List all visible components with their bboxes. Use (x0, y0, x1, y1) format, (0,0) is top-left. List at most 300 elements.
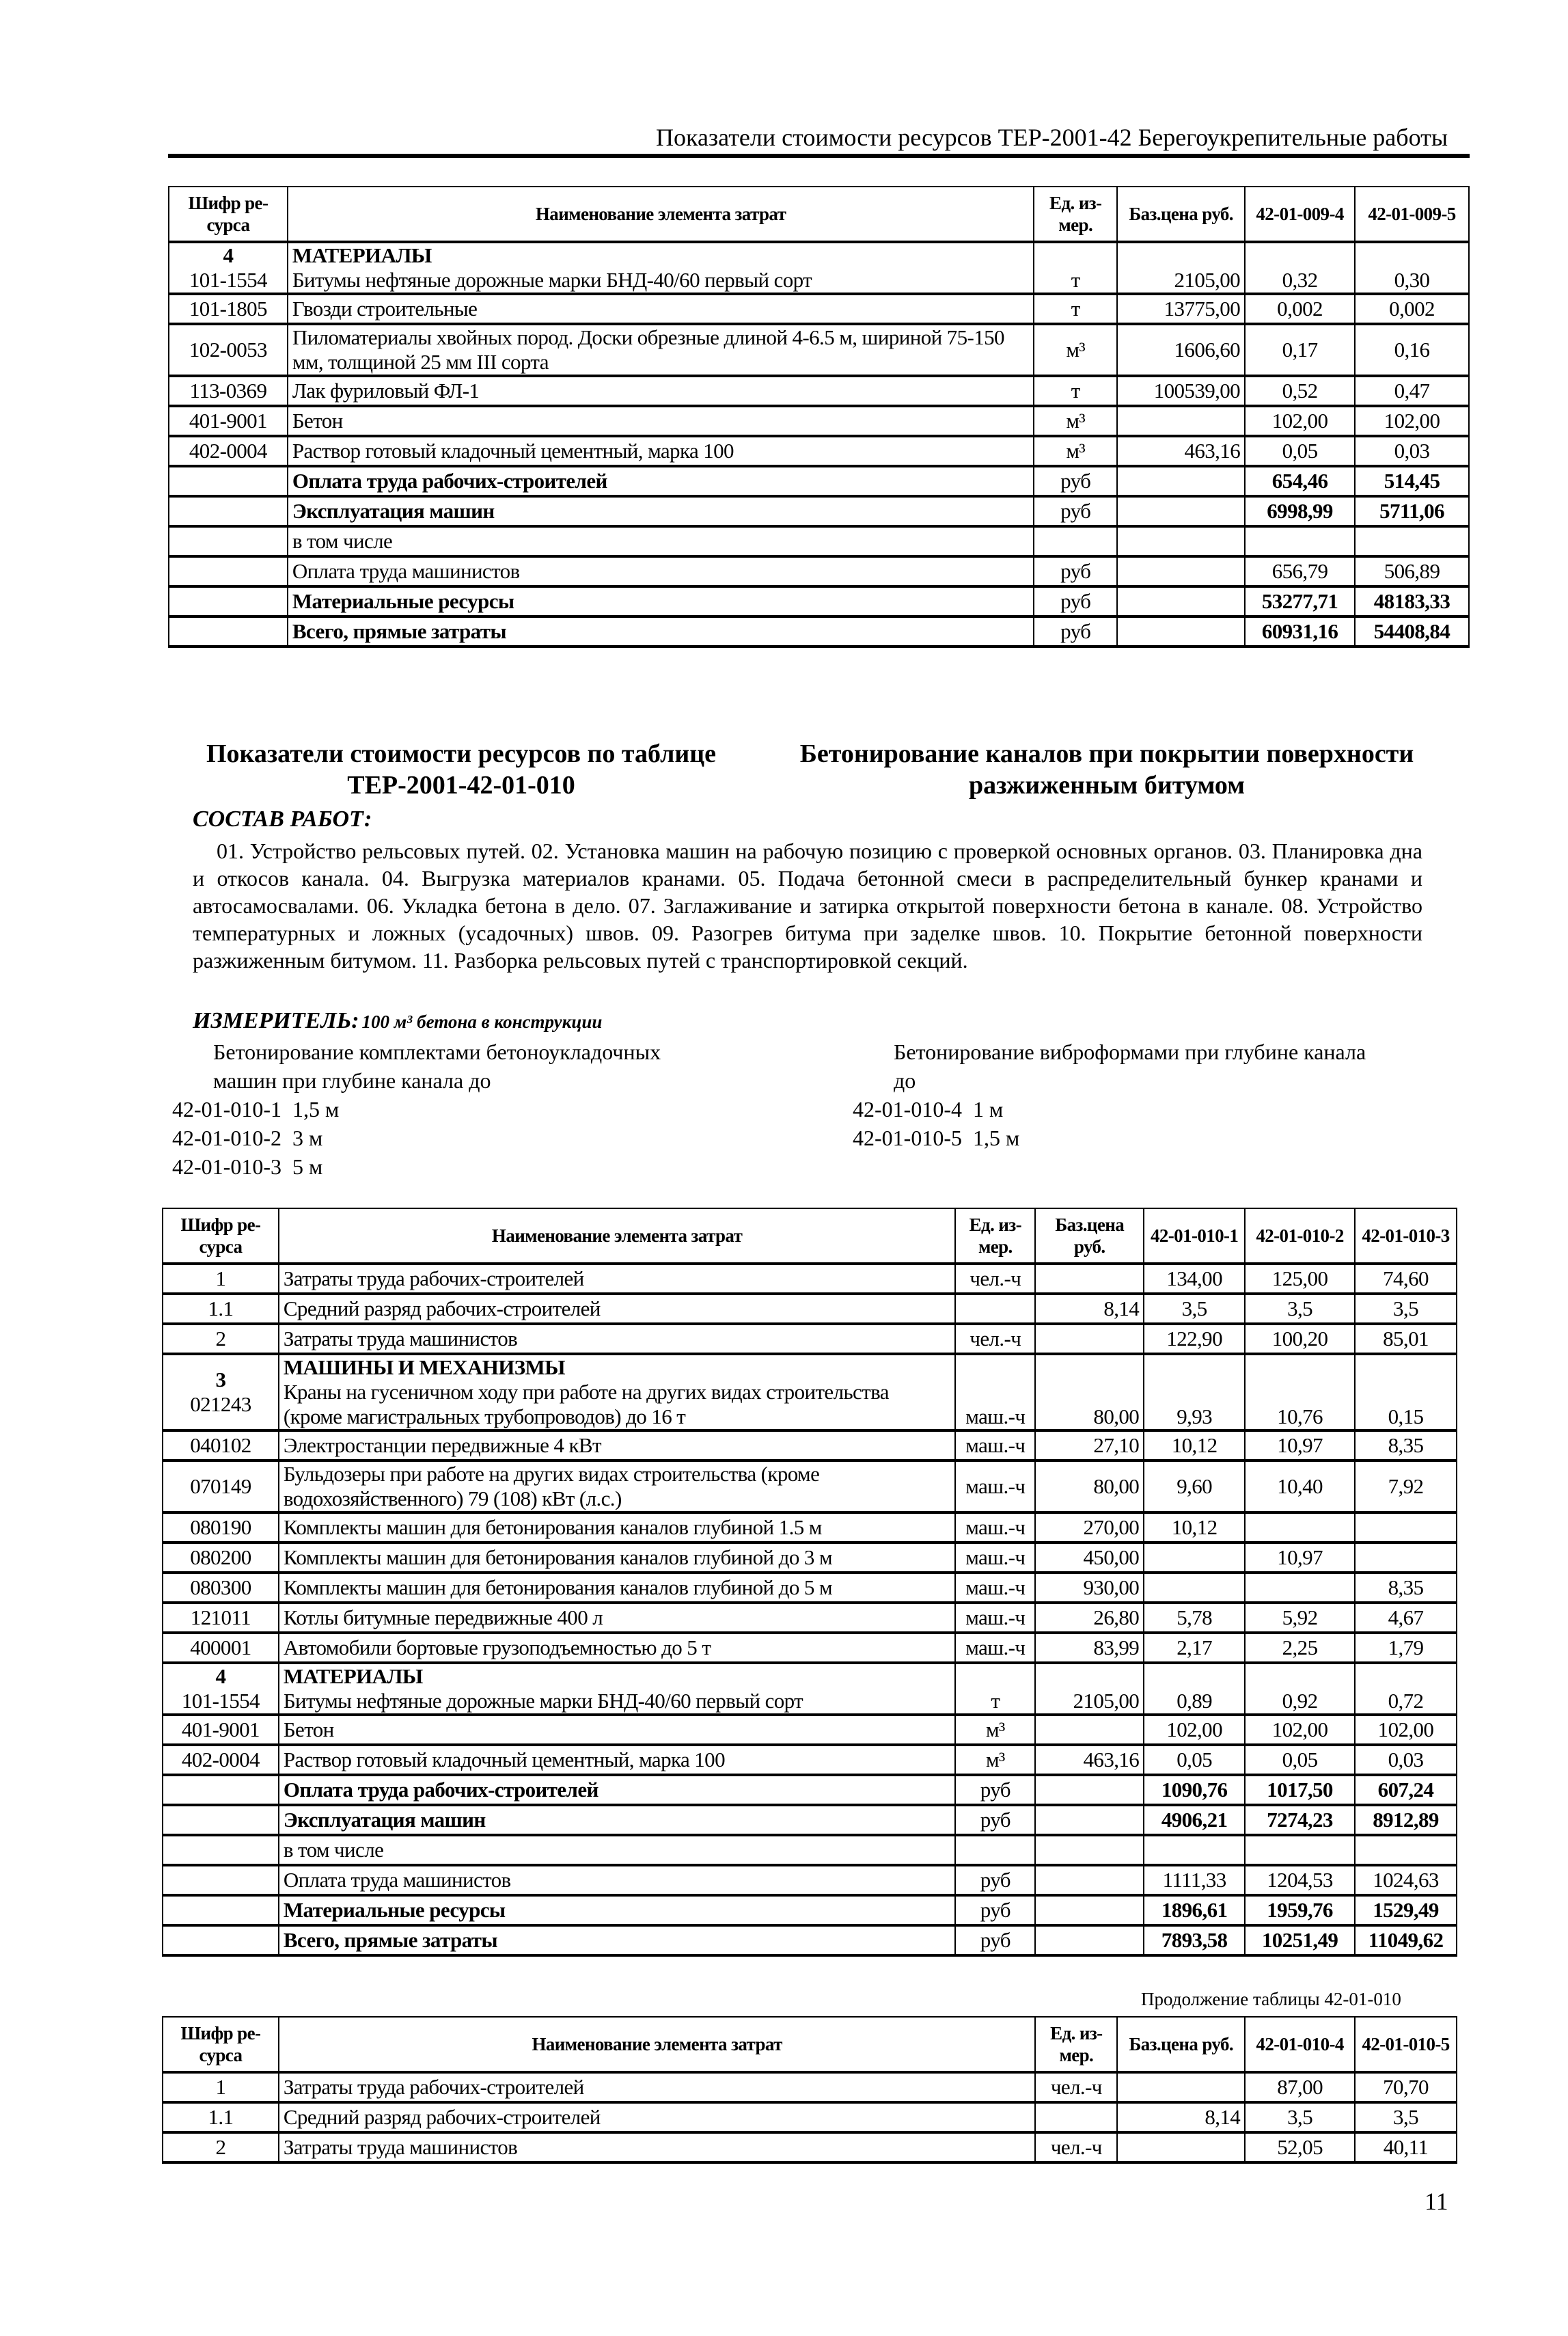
resource-code (169, 466, 288, 496)
table-row (163, 1663, 1457, 1715)
table-row (169, 294, 1469, 324)
norm-value: 2,17 (1144, 1633, 1245, 1663)
measure-code: 42-01-010-5 (853, 1126, 962, 1150)
norm-value (1245, 526, 1355, 556)
measure-item (172, 1095, 661, 1124)
group-title: Бетонирование виброформами при глубине канала (894, 1040, 1366, 1064)
resource-code: 1.1 (163, 1294, 279, 1324)
table-row (169, 586, 1469, 616)
norm-value: 10,12 (1144, 1512, 1245, 1543)
norm-value: 0,17 (1245, 324, 1355, 376)
element-name: Гвозди строительные (288, 294, 1034, 324)
element-name: Затраты труда рабочих-строителей (279, 2072, 1036, 2102)
measure-code: 42-01-010-2 (172, 1126, 281, 1150)
table-row (163, 1895, 1457, 1925)
unit: маш.-ч (955, 1633, 1035, 1663)
norm-value: 10,12 (1144, 1430, 1245, 1461)
table-row (163, 2072, 1457, 2102)
column-header: 42-01-010-1 (1144, 1208, 1245, 1264)
norm-value: 102,00 (1245, 406, 1355, 436)
norm-value: 607,24 (1355, 1775, 1457, 1805)
base-price: 13775,00 (1117, 294, 1245, 324)
measure-value: 1 м (972, 1097, 1004, 1122)
norm-value: 656,79 (1245, 556, 1355, 586)
element-name: Бульдозеры при работе на других видах строительства (кроме водохозяйственного) 79 (108) кВт (л.с.) (279, 1461, 956, 1512)
column-header: Ед. из-мер. (955, 1208, 1035, 1264)
table-row (163, 1865, 1457, 1895)
norm-value (1245, 1512, 1355, 1543)
resource-code (169, 242, 288, 294)
norm-value: 0,92 (1245, 1663, 1355, 1715)
column-header: Ед. из-мер. (1035, 2017, 1117, 2072)
unit: руб (1034, 496, 1117, 526)
table-row (163, 1573, 1457, 1603)
element-name: Котлы битумные передвижные 400 л (279, 1603, 956, 1633)
unit: т (1034, 242, 1117, 294)
norm-value: 3,5 (1245, 2102, 1355, 2132)
element-name-text: Битумы нефтяные дорожные марки БНД-40/60 первый сорт (292, 268, 812, 292)
norm-value: 0,16 (1355, 324, 1469, 376)
norm-value: 654,46 (1245, 466, 1355, 496)
base-price (1035, 1775, 1144, 1805)
norm-value: 1204,53 (1245, 1865, 1355, 1895)
element-name: Оплата труда машинистов (279, 1865, 956, 1895)
element-name: Бетон (279, 1715, 956, 1745)
norm-value: 0,03 (1355, 1745, 1457, 1775)
norm-value: 74,60 (1355, 1264, 1457, 1294)
norm-value: 7,92 (1355, 1461, 1457, 1512)
element-name: Средний разряд рабочих-строителей (279, 2102, 1036, 2132)
norm-value: 100,20 (1245, 1324, 1355, 1354)
element-name: Электростанции передвижные 4 кВт (279, 1430, 956, 1461)
column-header: Шифр ре-сурса (163, 1208, 279, 1264)
resource-table-009 (168, 186, 1470, 648)
norm-value: 54408,84 (1355, 616, 1469, 647)
element-name: Всего, прямые затраты (279, 1925, 956, 1955)
base-price (1035, 1264, 1144, 1294)
unit: м³ (955, 1715, 1035, 1745)
base-price: 2105,00 (1117, 242, 1245, 294)
table-row (163, 2102, 1457, 2132)
unit: маш.-ч (955, 1543, 1035, 1573)
section-heading: МАТЕРИАЛЫ (292, 243, 432, 267)
norm-value (1355, 1835, 1457, 1865)
resource-code (163, 1835, 279, 1865)
unit: маш.-ч (955, 1461, 1035, 1512)
unit: маш.-ч (955, 1573, 1035, 1603)
table-row (169, 496, 1469, 526)
norm-value: 4,67 (1355, 1603, 1457, 1633)
norm-value: 3,5 (1355, 1294, 1457, 1324)
resource-code-value: 101-1554 (189, 268, 267, 292)
element-name (288, 242, 1034, 294)
table-row (163, 1603, 1457, 1633)
resource-code: 102-0053 (169, 324, 288, 376)
norm-value: 8,35 (1355, 1430, 1457, 1461)
unit: маш.-ч (955, 1603, 1035, 1633)
measure-value: 5 м (292, 1154, 323, 1179)
base-price (1117, 2132, 1245, 2162)
norm-value: 10,97 (1245, 1543, 1355, 1573)
norm-value: 1896,61 (1144, 1895, 1245, 1925)
norm-value: 9,60 (1144, 1461, 1245, 1512)
table-row (163, 1294, 1457, 1324)
norm-value: 2,25 (1245, 1633, 1355, 1663)
unit (955, 1294, 1035, 1324)
resource-code (163, 1775, 279, 1805)
column-header: Шифр ре-сурса (169, 187, 288, 242)
base-price (1035, 1865, 1144, 1895)
unit: м³ (1034, 436, 1117, 466)
norm-value: 10,76 (1245, 1354, 1355, 1430)
norm-value: 506,89 (1355, 556, 1469, 586)
norm-value: 10,97 (1245, 1430, 1355, 1461)
meter-label: ИЗМЕРИТЕЛЬ: (193, 1008, 359, 1033)
element-name: Материальные ресурсы (288, 586, 1034, 616)
table-header-row (163, 1208, 1457, 1264)
norm-value: 4906,21 (1144, 1805, 1245, 1835)
resource-code (169, 586, 288, 616)
resource-code: 121011 (163, 1603, 279, 1633)
resource-code (163, 1925, 279, 1955)
resource-code: 402-0004 (163, 1745, 279, 1775)
norm-value: 1959,76 (1245, 1895, 1355, 1925)
section-title-left (171, 738, 752, 801)
norm-value: 514,45 (1355, 466, 1469, 496)
column-header: 42-01-009-5 (1355, 187, 1469, 242)
norm-value: 0,05 (1245, 436, 1355, 466)
unit: маш.-ч (955, 1354, 1035, 1430)
norm-value: 7274,23 (1245, 1805, 1355, 1835)
base-price (1117, 586, 1245, 616)
norm-value: 1024,63 (1355, 1865, 1457, 1895)
resource-code-value: 021243 (190, 1392, 251, 1416)
norm-value: 0,002 (1245, 294, 1355, 324)
table-row (169, 242, 1469, 294)
measure-value: 1,5 м (972, 1126, 1020, 1150)
base-price (1117, 406, 1245, 436)
unit: м³ (1034, 406, 1117, 436)
norm-value: 52,05 (1245, 2132, 1355, 2162)
element-name: Затраты труда машинистов (279, 1324, 956, 1354)
base-price: 1606,60 (1117, 324, 1245, 376)
element-name: Лак фуриловый ФЛ-1 (288, 376, 1034, 406)
unit: чел.-ч (1035, 2072, 1117, 2102)
norm-value: 0,52 (1245, 376, 1355, 406)
measure-item (853, 1095, 1366, 1124)
column-header: 42-01-010-2 (1245, 1208, 1355, 1264)
column-header: 42-01-009-4 (1245, 187, 1355, 242)
resource-code (163, 1865, 279, 1895)
column-header: Наименование элемента затрат (279, 2017, 1036, 2072)
norm-value (1144, 1573, 1245, 1603)
element-name-text: Битумы нефтяные дорожные марки БНД-40/60 первый сорт (283, 1689, 803, 1713)
column-header: Наименование элемента затрат (288, 187, 1034, 242)
unit: маш.-ч (955, 1430, 1035, 1461)
resource-code (169, 526, 288, 556)
element-name: Комплекты машин для бетонирования каналов глубиной до 5 м (279, 1573, 956, 1603)
unit: руб (1034, 586, 1117, 616)
norm-value: 3,5 (1245, 1294, 1355, 1324)
unit: м³ (955, 1745, 1035, 1775)
element-name: Бетон (288, 406, 1034, 436)
resource-code: 080300 (163, 1573, 279, 1603)
resource-code: 401-9001 (169, 406, 288, 436)
unit: т (955, 1663, 1035, 1715)
page-number: 11 (1425, 2188, 1448, 2215)
resource-table-010-4-5 (162, 2016, 1457, 2164)
unit: чел.-ч (955, 1264, 1035, 1294)
element-name: Раствор готовый кладочный цементный, марка 100 (279, 1745, 956, 1775)
section-number: 3 (215, 1368, 226, 1391)
element-name: Раствор готовый кладочный цементный, марка 100 (288, 436, 1034, 466)
norm-value: 1,79 (1355, 1633, 1457, 1663)
norm-value: 0,72 (1355, 1663, 1457, 1715)
column-header: Наименование элемента затрат (279, 1208, 956, 1264)
table-row (169, 436, 1469, 466)
base-price (1117, 526, 1245, 556)
table-row (163, 1264, 1457, 1294)
norm-value: 1090,76 (1144, 1775, 1245, 1805)
table-row (163, 1543, 1457, 1573)
group-title: до (894, 1068, 916, 1093)
resource-code: 1 (163, 1264, 279, 1294)
resource-code: 401-9001 (163, 1715, 279, 1745)
base-price: 270,00 (1035, 1512, 1144, 1543)
table-row (169, 616, 1469, 647)
section-heading: МАШИНЫ И МЕХАНИЗМЫ (283, 1355, 566, 1379)
unit: руб (955, 1865, 1035, 1895)
table-row (163, 1354, 1457, 1430)
section-title-right (765, 738, 1448, 801)
section-heading: МАТЕРИАЛЫ (283, 1664, 423, 1688)
resource-code: 080200 (163, 1543, 279, 1573)
unit: т (1034, 376, 1117, 406)
composition-text: 01. Устройство рельсовых путей. 02. Установка машин на рабочую позицию с проверкой основных органов. 03. Планировка дна и откосов канала. 04. Выгрузка материалов кранами. 05. Подача бетонной смеси в распределительный бункер кранами и автосамосвалами. 06. Укладка бетона в дело. 07. Заглаживание и затирка открытой поверхности бетона в канале. 08. Устройство температурных и ложных (усадочных) швов. 09. Разогрев битума при заделке швов. 10. Покрытие бетонной поверхности разжиженным битумом. 11. Разборка рельсовых путей с транспортировкой секций. (193, 839, 1422, 973)
measure-value: 3 м (292, 1126, 323, 1150)
left-group (172, 1037, 661, 1181)
element-name: Автомобили бортовые грузоподъемностью до 5 т (279, 1633, 956, 1663)
table-row (163, 2132, 1457, 2162)
group-title: Бетонирование комплектами бетоноукладочных (213, 1040, 661, 1064)
table-row (169, 376, 1469, 406)
table-row (163, 1745, 1457, 1775)
element-name: Комплекты машин для бетонирования каналов глубиной до 3 м (279, 1543, 956, 1573)
resource-code (163, 1354, 279, 1430)
base-price: 463,16 (1117, 436, 1245, 466)
norm-value: 102,00 (1245, 1715, 1355, 1745)
unit: руб (955, 1895, 1035, 1925)
measure-item (853, 1124, 1366, 1152)
norm-value: 3,5 (1355, 2102, 1457, 2132)
table-row (169, 324, 1469, 376)
norm-value: 0,32 (1245, 242, 1355, 294)
base-price (1035, 1324, 1144, 1354)
unit: руб (1034, 466, 1117, 496)
measure-item (172, 1124, 661, 1152)
element-name: в том числе (288, 526, 1034, 556)
norm-value: 0,30 (1355, 242, 1469, 294)
column-header: Баз.цена руб. (1035, 1208, 1144, 1264)
resource-code (169, 496, 288, 526)
element-name: Средний разряд рабочих-строителей (279, 1294, 956, 1324)
norm-value: 0,05 (1144, 1745, 1245, 1775)
element-name: Оплата труда рабочих-строителей (279, 1775, 956, 1805)
norm-value: 102,00 (1355, 406, 1469, 436)
table-row (163, 1775, 1457, 1805)
norm-value: 5711,06 (1355, 496, 1469, 526)
section-title-line: разжиженным битумом (968, 771, 1246, 800)
resource-code: 400001 (163, 1633, 279, 1663)
resource-code: 101-1805 (169, 294, 288, 324)
running-header: Показатели стоимости ресурсов ТЕР-2001-42 Берегоукрепительные работы (656, 124, 1448, 151)
norm-value: 53277,71 (1245, 586, 1355, 616)
table-row (169, 526, 1469, 556)
element-name: Эксплуатация машин (279, 1805, 956, 1835)
resource-table-010-1-3 (162, 1208, 1457, 1957)
resource-code: 113-0369 (169, 376, 288, 406)
base-price: 2105,00 (1035, 1663, 1144, 1715)
element-name: Всего, прямые затраты (288, 616, 1034, 647)
unit: руб (955, 1925, 1035, 1955)
norm-value: 40,11 (1355, 2132, 1457, 2162)
base-price (1117, 616, 1245, 647)
base-price (1035, 1835, 1144, 1865)
unit: чел.-ч (955, 1324, 1035, 1354)
table-row (163, 1805, 1457, 1835)
table-row (163, 1461, 1457, 1512)
measure-item (172, 1152, 661, 1181)
composition-label: СОСТАВ РАБОТ: (193, 806, 372, 832)
base-price: 80,00 (1035, 1354, 1144, 1430)
norm-value: 5,92 (1245, 1603, 1355, 1633)
resource-code: 402-0004 (169, 436, 288, 466)
base-price: 463,16 (1035, 1745, 1144, 1775)
norm-value: 85,01 (1355, 1324, 1457, 1354)
norm-value: 6998,99 (1245, 496, 1355, 526)
table-header-row (163, 2017, 1457, 2072)
norm-value (1355, 1543, 1457, 1573)
base-price (1035, 1925, 1144, 1955)
norm-value: 1017,50 (1245, 1775, 1355, 1805)
norm-value: 10,40 (1245, 1461, 1355, 1512)
section-title-line: Показатели стоимости ресурсов по таблице (206, 739, 717, 768)
column-header: Баз.цена руб. (1117, 187, 1245, 242)
base-price: 8,14 (1035, 1294, 1144, 1324)
resource-code: 1.1 (163, 2102, 279, 2132)
norm-value (1355, 1512, 1457, 1543)
norm-value (1245, 1835, 1355, 1865)
table-row (163, 1715, 1457, 1745)
element-name: в том числе (279, 1835, 956, 1865)
unit: маш.-ч (955, 1512, 1035, 1543)
unit: руб (1034, 616, 1117, 647)
element-name: Эксплуатация машин (288, 496, 1034, 526)
column-header: 42-01-010-4 (1245, 2017, 1355, 2072)
norm-value: 102,00 (1355, 1715, 1457, 1745)
section-number: 4 (223, 243, 234, 267)
norm-value: 3,5 (1144, 1294, 1245, 1324)
measure-code: 42-01-010-4 (853, 1097, 962, 1122)
resource-code (163, 1805, 279, 1835)
meter (193, 1008, 602, 1034)
table-row (163, 1633, 1457, 1663)
table-row (163, 1835, 1457, 1865)
resource-code: 1 (163, 2072, 279, 2102)
resource-code: 040102 (163, 1430, 279, 1461)
norm-value: 0,47 (1355, 376, 1469, 406)
norm-value: 9,93 (1144, 1354, 1245, 1430)
unit: чел.-ч (1035, 2132, 1117, 2162)
base-price (1117, 466, 1245, 496)
norm-value (1355, 526, 1469, 556)
element-name: Материальные ресурсы (279, 1895, 956, 1925)
norm-value: 87,00 (1245, 2072, 1355, 2102)
norm-value: 8912,89 (1355, 1805, 1457, 1835)
norm-value (1245, 1573, 1355, 1603)
base-price (1117, 556, 1245, 586)
element-name: Комплекты машин для бетонирования каналов глубиной 1.5 м (279, 1512, 956, 1543)
base-price: 930,00 (1035, 1573, 1144, 1603)
base-price (1117, 2072, 1245, 2102)
table-row (163, 1324, 1457, 1354)
norm-value (1144, 1543, 1245, 1573)
norm-value (1144, 1835, 1245, 1865)
base-price: 27,10 (1035, 1430, 1144, 1461)
resource-code-value: 101-1554 (181, 1689, 260, 1713)
header-rule (168, 154, 1470, 158)
norm-value: 11049,62 (1355, 1925, 1457, 1955)
element-name: Пиломатериалы хвойных пород. Доски обрезные длиной 4-6.5 м, шириной 75-150 мм, толщиной 25 мм III сорта (288, 324, 1034, 376)
unit (955, 1835, 1035, 1865)
norm-value: 1111,33 (1144, 1865, 1245, 1895)
measure-code: 42-01-010-1 (172, 1097, 281, 1122)
norm-value: 102,00 (1144, 1715, 1245, 1745)
column-header: 42-01-010-3 (1355, 1208, 1457, 1264)
norm-value: 1529,49 (1355, 1895, 1457, 1925)
table-row (169, 556, 1469, 586)
resource-code (169, 556, 288, 586)
column-header: Шифр ре-сурса (163, 2017, 279, 2072)
column-header: Баз.цена руб. (1117, 2017, 1245, 2072)
element-name-text: Краны на гусеничном ходу при работе на других видах строительства (кроме магистральных трубопроводов) до 16 т (283, 1380, 889, 1428)
table-row (169, 406, 1469, 436)
base-price (1035, 1715, 1144, 1745)
base-price: 26,80 (1035, 1603, 1144, 1633)
right-group (853, 1037, 1366, 1152)
base-price (1035, 1805, 1144, 1835)
resource-code (163, 1663, 279, 1715)
group-title: машин при глубине канала до (213, 1068, 491, 1093)
norm-value: 0,15 (1355, 1354, 1457, 1430)
unit: руб (955, 1805, 1035, 1835)
base-price (1117, 496, 1245, 526)
element-name: Оплата труда машинистов (288, 556, 1034, 586)
norm-value: 7893,58 (1144, 1925, 1245, 1955)
unit: руб (955, 1775, 1035, 1805)
base-price: 450,00 (1035, 1543, 1144, 1573)
unit (1034, 526, 1117, 556)
element-name: Затраты труда машинистов (279, 2132, 1036, 2162)
base-price: 80,00 (1035, 1461, 1144, 1512)
section-number: 4 (215, 1664, 226, 1688)
norm-value: 10251,49 (1245, 1925, 1355, 1955)
norm-value: 122,90 (1144, 1324, 1245, 1354)
measure-value: 1,5 м (292, 1097, 340, 1122)
norm-value: 134,00 (1144, 1264, 1245, 1294)
column-header: Ед. из-мер. (1034, 187, 1117, 242)
resource-code: 070149 (163, 1461, 279, 1512)
